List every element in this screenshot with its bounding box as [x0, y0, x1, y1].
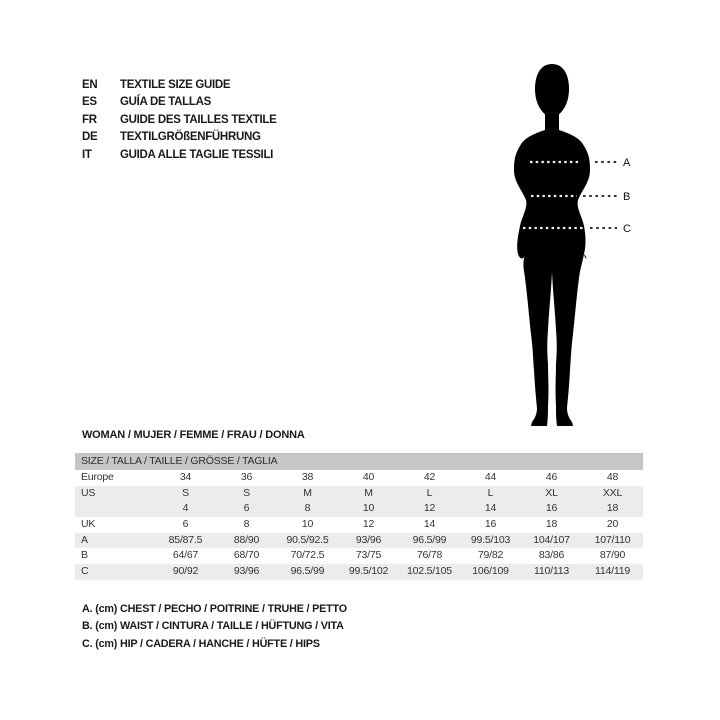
language-title: GUIDA ALLE TAGLIE TESSILI — [120, 148, 274, 161]
table-row — [75, 548, 643, 564]
size-cell: 79/82 — [477, 549, 504, 562]
size-figure — [478, 58, 650, 430]
size-table — [75, 453, 643, 580]
measure-label-c: C — [623, 223, 631, 235]
size-cell: 6 — [243, 502, 250, 515]
size-cell: M — [303, 486, 312, 499]
language-code: EN — [82, 79, 98, 91]
legend-line: B. (cm) WAIST / CINTURA / TAILLE / HÜFTUNG / VITA — [82, 620, 344, 633]
size-cell: 4 — [182, 502, 189, 515]
size-cell: 20 — [606, 518, 619, 531]
language-code: DE — [82, 131, 98, 144]
size-cell: 85/87.5 — [168, 533, 203, 546]
size-cell: 64/67 — [172, 549, 199, 562]
woman-silhouette-icon — [478, 58, 650, 430]
size-cell: 16 — [545, 502, 558, 515]
language-list — [82, 77, 277, 164]
row-label: C — [81, 565, 89, 578]
size-table-body — [75, 470, 643, 580]
size-cell: M — [364, 486, 373, 499]
size-cell: 104/107 — [533, 533, 570, 546]
language-title: TEXTILE SIZE GUIDE — [120, 79, 231, 91]
size-cell: 83/86 — [538, 549, 565, 562]
language-title: TEXTILGRÖßENFÜHRUNG — [120, 131, 261, 144]
language-code: ES — [82, 96, 97, 109]
language-code: IT — [82, 148, 92, 161]
row-label: Europe — [81, 471, 114, 483]
size-cell: L — [426, 486, 433, 499]
size-cell: 99.5/103 — [470, 533, 511, 546]
size-cell: 14 — [423, 518, 436, 531]
table-row — [75, 501, 643, 517]
size-cell: 38 — [301, 471, 314, 483]
size-cell: 12 — [423, 502, 436, 515]
size-cell: 36 — [240, 471, 253, 483]
size-cell: S — [182, 486, 189, 499]
size-cell: 40 — [362, 471, 375, 483]
table-row — [75, 533, 643, 549]
language-row — [82, 94, 277, 111]
size-cell: 70/72.5 — [290, 549, 325, 562]
table-row — [75, 564, 643, 580]
size-cell: 90/92 — [172, 565, 199, 578]
size-cell: 44 — [484, 471, 497, 483]
size-cell: 18 — [545, 518, 558, 531]
size-cell: 99.5/102 — [348, 565, 389, 578]
size-cell: 107/110 — [594, 533, 631, 546]
size-cell: 46 — [545, 471, 558, 483]
size-cell: L — [487, 486, 494, 499]
language-title: GUIDE DES TAILLES TEXTILE — [120, 113, 277, 126]
size-cell: 18 — [606, 502, 619, 515]
table-row — [75, 470, 643, 486]
size-cell: 90.5/92.5 — [286, 533, 329, 546]
size-cell: 96.5/99 — [290, 565, 325, 578]
row-label: A — [81, 533, 88, 546]
size-cell: 93/96 — [233, 565, 260, 578]
size-cell: 8 — [304, 502, 311, 515]
size-cell: 106/109 — [472, 565, 509, 578]
size-cell: 110/113 — [534, 565, 569, 578]
size-cell: 48 — [606, 471, 619, 483]
size-cell: XL — [545, 486, 558, 499]
table-row — [75, 517, 643, 533]
language-code: FR — [82, 113, 97, 126]
size-cell: 16 — [484, 518, 497, 531]
legend-line: A. (cm) CHEST / PECHO / POITRINE / TRUHE / PETTO — [82, 603, 347, 615]
size-cell: 102.5/105 — [407, 565, 452, 578]
row-label: US — [81, 486, 96, 499]
size-cell: 68/70 — [233, 549, 260, 562]
size-cell: 87/90 — [599, 549, 626, 562]
size-cell: 96.5/99 — [412, 533, 447, 546]
size-cell: 93/96 — [355, 533, 382, 546]
category-title: WOMAN / MUJER / FEMME / FRAU / DONNA — [82, 429, 305, 441]
size-cell: 42 — [423, 471, 436, 483]
language-row — [82, 147, 277, 164]
table-row — [75, 486, 643, 502]
language-row — [82, 77, 277, 94]
size-cell: 12 — [362, 518, 375, 531]
size-cell: 76/78 — [416, 549, 443, 562]
language-title: GUÍA DE TALLAS — [120, 96, 211, 109]
size-cell: 6 — [182, 518, 189, 531]
size-cell: 10 — [301, 518, 314, 531]
size-cell: 10 — [362, 502, 375, 515]
size-cell: 88/90 — [233, 533, 260, 546]
measure-label-b: B — [623, 191, 631, 203]
size-cell: 14 — [484, 502, 497, 515]
size-table-header: SIZE / TALLA / TAILLE / GRÖSSE / TAGLIA — [75, 453, 643, 470]
size-cell: XXL — [602, 486, 623, 499]
language-row — [82, 112, 277, 129]
legend-line: C. (cm) HIP / CADERA / HANCHE / HÜFTE / HIPS — [82, 637, 320, 650]
size-cell: 114/119 — [595, 565, 630, 578]
language-row — [82, 129, 277, 146]
size-cell: 73/75 — [355, 549, 382, 562]
measure-label-a: A — [623, 157, 631, 169]
measurement-legend — [82, 601, 347, 653]
size-cell: S — [243, 486, 250, 499]
silhouette-body — [514, 102, 590, 426]
row-label — [75, 501, 155, 517]
row-label: B — [81, 549, 88, 562]
row-label: UK — [81, 518, 96, 531]
size-cell: 8 — [243, 518, 250, 531]
size-cell: 34 — [179, 471, 192, 483]
